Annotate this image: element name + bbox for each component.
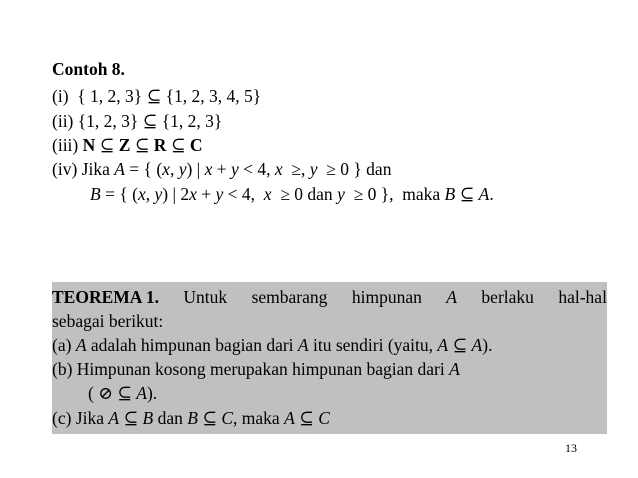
theorem-line-c: (c) Jika A ⊆ B dan B ⊆ C, maka A ⊆ C — [52, 408, 330, 428]
page-number: 13 — [565, 441, 577, 455]
theorem-line-2: sebagai berikut: — [52, 311, 164, 331]
theorem-line-b: (b) Himpunan kosong merupakan himpunan bagian dari A — [52, 359, 460, 379]
example-line-ii: (ii) {1, 2, 3} ⊆ {1, 2, 3} — [52, 111, 223, 131]
theorem-line-b-cont: ( ⊘ ⊆ A). — [88, 383, 158, 403]
example-line-iv-cont: B = { (x, y) | 2x + y < 4, x ≥ 0 dan y ≥ 0 }, maka B ⊆ A. — [90, 184, 494, 204]
theorem-heading: TEOREMA 1. — [52, 287, 159, 307]
example-line-i: (i) { 1, 2, 3} ⊆ {1, 2, 3, 4, 5} — [52, 86, 262, 106]
example-line-iii: (iii) N ⊆ Z ⊆ R ⊆ C — [52, 135, 203, 155]
theorem-line-a: (a) A adalah himpunan bagian dari A itu sendiri (yaitu, A ⊆ A). — [52, 335, 493, 355]
example-line-iv: (iv) Jika A = { (x, y) | x + y < 4, x ≥, y ≥ 0 } dan — [52, 159, 392, 179]
theorem-line-1: TEOREMA 1. Untuk sembarang himpunan A berlaku hal-hal — [52, 287, 607, 307]
example-title: Contoh 8. — [52, 59, 125, 79]
theorem-box — [52, 282, 607, 434]
